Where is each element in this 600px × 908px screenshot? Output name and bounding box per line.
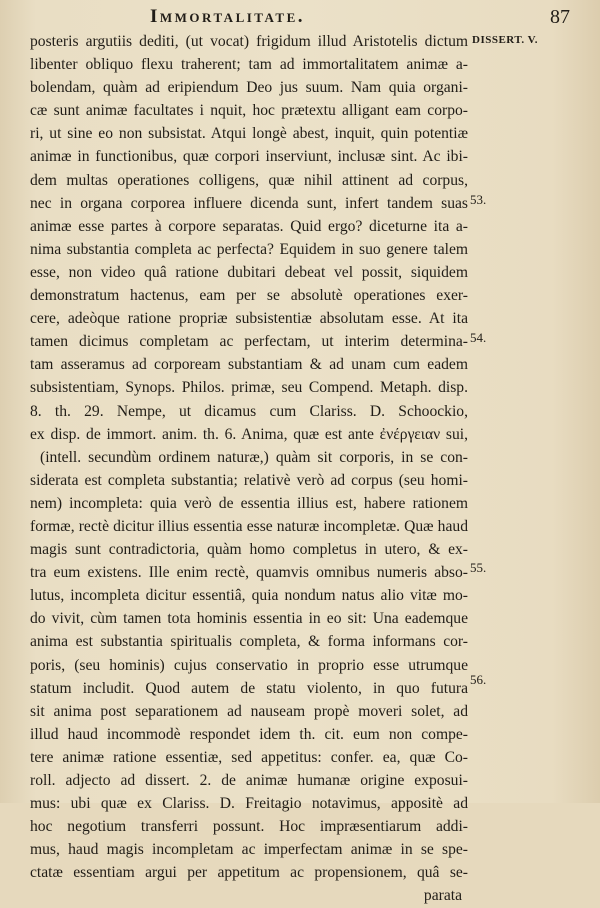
margin-number: 56.	[470, 672, 487, 687]
text-line: demonstratum hactenus, eam per se absolutè operationes exer-	[30, 287, 468, 305]
margin-number: 55.	[470, 560, 487, 575]
text-line: 8. th. 29. Nempe, ut dicamus cum Clariss. D. Schoockio,	[30, 402, 468, 420]
text-line: sit anima post separationem ad nauseam propè moveri solet, ad	[30, 702, 468, 720]
text-line: bolendam, quàm ad eripiendum Deo jus suum. Nam quia organi-	[30, 79, 468, 97]
text-line: mus: ubi quæ ex Clariss. D. Freitagio notavimus, appositè ad	[30, 795, 468, 813]
text-line: roll. adjecto ad dissert. 2. de animæ humanæ origine exposui-	[30, 772, 468, 789]
running-header	[150, 6, 590, 30]
text-line: nima substantia completa ac perfecta? Equidem in suo genere talem	[30, 240, 468, 258]
text-line: tere animæ ratione essentiæ, sed appetitus: confer. ea, quæ Co-	[30, 748, 468, 766]
text-line: anima est substantia spiritualis completa, & forma informans cor-	[30, 633, 468, 651]
text-line: posteris argutiis dediti, (ut vocat) frigidum illud Aristotelis dictum	[30, 33, 468, 50]
text-line: hoc negotium transferri possunt. Hoc impræsentiarum addi-	[30, 818, 468, 836]
page-number: 87	[550, 6, 570, 28]
text-line: siderata est completa substantia; relativè verò ad corpus (seu homi-	[30, 471, 468, 489]
text-line: animæ esse partes à corpore separatas. Quid ergo? diceturne ita a-	[30, 217, 468, 235]
text-line: poris, (seu hominis) cujus conservatio in proprio esse utrumque	[30, 656, 468, 674]
text-line: lutus, incompleta dicitur essentiâ, quia nondum natus alio vitæ mo-	[30, 587, 468, 605]
dissertation-label: DISSERT. V.	[472, 34, 538, 46]
text-line: (intell. secundùm ordinem naturæ,) quàm sit corporis, in se con-	[40, 448, 468, 466]
text-line: ex disp. de immort. anim. th. 6. Anima, quæ est ante ἐνέργειαν sui,	[30, 425, 468, 443]
text-line: animæ in functionibus, quæ corpori inserviunt, inclusæ sint. Ac ibi-	[30, 148, 468, 166]
text-line: dem multas operationes colligens, quæ nihil attinent ad corpus,	[30, 171, 468, 189]
text-line: ctatæ essentiam argui per appetitum ac propensionem, quâ se-	[30, 864, 468, 882]
text-line: mus, haud magis incompletam ac imperfectam animæ in se spe-	[30, 841, 468, 859]
text-line: cere, adeòque ratione propriæ subsistentiæ absolutam esse. At ita	[30, 310, 468, 328]
catchword: parata	[423, 887, 462, 905]
text-line: statum includit. Quod autem de statu violento, in quo futura	[30, 679, 468, 697]
text-line: esse, non video quâ ratione dubitari debeat vel possit, siquidem	[30, 263, 468, 281]
text-line: ri, ut sine eo non subsistat. Atqui longè abest, inquit, quin potentiæ	[30, 125, 468, 143]
text-line: formæ, rectè dicitur illius essentia esse naturæ incompletæ. Quæ haud	[30, 517, 468, 535]
text-line: nec in organa corporea influere dicenda sunt, infert tandem suas	[30, 194, 468, 212]
text-line: libenter obliquo flexu traherent; tam ad immortalitatem animæ a-	[30, 56, 468, 74]
text-line: illud haud incommodè respondet idem th. cit. eum non compe-	[30, 725, 468, 743]
body-text	[30, 30, 468, 908]
text-line: cæ sunt animæ facultates i nquit, hoc prætextu alligant eam corpo-	[30, 102, 468, 120]
text-line: magis sunt contradictoria, quàm homo completus in utero, & ex-	[30, 541, 468, 559]
text-line: tra eum existens. Ille enim rectè, quamvis omnibus numeris abso-	[30, 564, 468, 582]
text-line: tam asseramus ad corpoream substantiam & ad unam cum eadem	[30, 356, 468, 374]
text-line: subsistentiam, Synops. Philos. primæ, seu Compend. Metaph. disp.	[30, 379, 468, 397]
margin-number: 53.	[470, 192, 487, 207]
text-line: nem) incompleta: quia verò de essentia illius est, habere rationem	[30, 494, 468, 512]
text-line: do vivit, cùm tamen tota hominis essentia in eo sit: Una eademque	[30, 610, 468, 628]
margin-number: 54.	[470, 330, 487, 345]
text-line: tamen dicimus completam ac perfectam, ut interim determina-	[30, 333, 468, 351]
running-title: Immortalitate.	[150, 6, 306, 27]
